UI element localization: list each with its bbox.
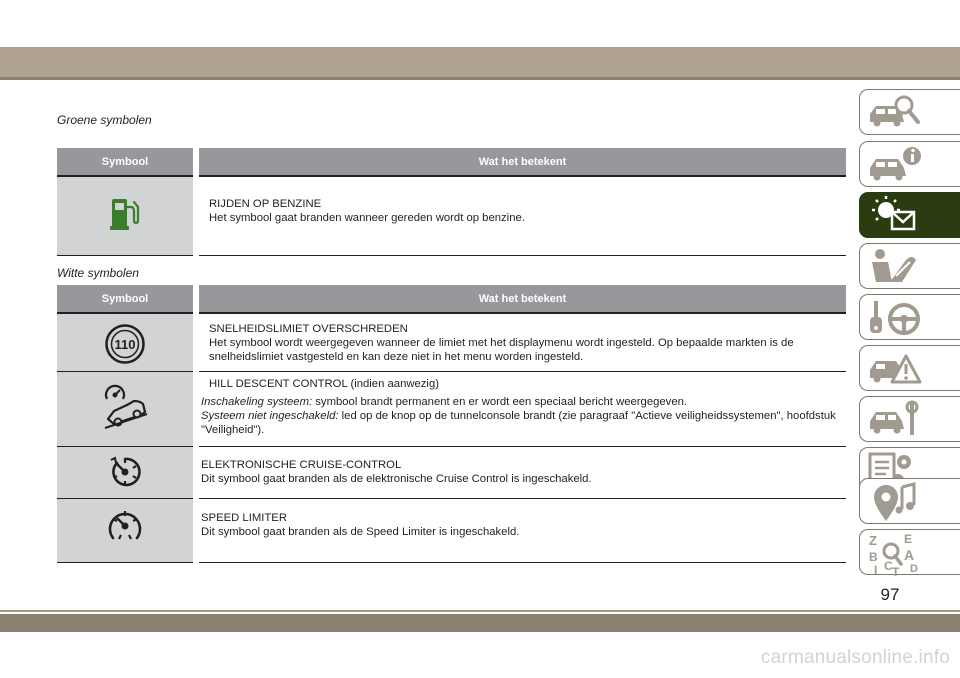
footer-band (0, 614, 960, 632)
row-title: SPEED LIMITER (201, 511, 288, 524)
svg-text:T: T (892, 565, 900, 578)
label-system-active: Inschakeling systeem: (201, 395, 313, 408)
svg-text:E: E (904, 532, 913, 546)
sidebar-tab-start-drive[interactable] (859, 294, 960, 340)
car-search-icon (866, 92, 926, 134)
sidebar-tab-index[interactable] (859, 529, 960, 578)
sidebar-tab-car-info[interactable] (859, 141, 960, 187)
svg-text:D: D (910, 563, 918, 575)
key-steering-wheel-icon (866, 297, 926, 339)
svg-text:I: I (874, 563, 878, 577)
table-row (57, 313, 846, 371)
speed-limit-110-icon (104, 323, 146, 370)
symbol-cell (57, 176, 196, 255)
symbol-cell (57, 313, 196, 371)
watermark: carmanualsonline.info (760, 647, 950, 668)
label-system-inactive: Systeem niet ingeschakeld: (201, 409, 339, 422)
row-title: SNELHEIDSLIMIET OVERSCHREDEN (209, 323, 408, 335)
green-symbols-table (57, 148, 846, 256)
header-symbol: Symbool (57, 148, 196, 176)
table-row (57, 498, 846, 562)
table-header-row (57, 148, 846, 176)
svg-text:B: B (869, 550, 878, 564)
row-description: Het symbool wordt weergegeven wanneer de limiet met het displaymenu wordt ingesteld. Op bepaalde markten is de snelheidslimiet vastgesteld en kan deze niet in het menu worden ingesteld. (209, 337, 794, 363)
svg-text:A: A (904, 547, 915, 563)
cruise-control-icon (108, 455, 142, 494)
warning-light-message-icon (866, 195, 926, 237)
row-description-active (201, 395, 840, 409)
row-description: Dit symbool gaat branden als de Speed Limiter is ingeschakeld. (201, 525, 520, 538)
white-symbols-table (57, 285, 846, 563)
row-title: RIJDEN OP BENZINE (209, 198, 322, 210)
header-meaning: Wat het betekent (196, 285, 846, 313)
text-system-active: symbool brandt permanent en er wordt een speciaal bericht weergegeven. (312, 395, 688, 408)
meaning-cell (196, 176, 846, 255)
multimedia-icon (866, 481, 926, 523)
row-description: Dit symbool gaat branden als de elektronische Cruise Control is ingeschakeld. (201, 472, 592, 485)
white-symbols-heading: Witte symbolen (57, 266, 139, 280)
page-number: 97 (880, 585, 900, 604)
row-description: Het symbool gaat branden wanneer gereden wordt op benzine. (209, 212, 525, 224)
speed-limiter-icon (107, 508, 143, 549)
table-row (57, 371, 846, 446)
meaning-cell (196, 498, 846, 562)
fuel-pump-icon (110, 197, 140, 236)
header-meaning: Wat het betekent (196, 148, 846, 176)
sidebar-tab-warning-lights[interactable] (859, 192, 960, 238)
meaning-cell (196, 313, 846, 371)
meaning-cell (196, 371, 846, 446)
top-header-band (0, 47, 960, 77)
footer-rule (0, 610, 960, 612)
table-row (57, 176, 846, 255)
top-header-rule (0, 77, 960, 80)
row-title: ELEKTRONISCHE CRUISE-CONTROL (201, 458, 402, 471)
row-title: HILL DESCENT CONTROL (indien aanwezig) (209, 377, 439, 390)
meaning-cell (196, 446, 846, 498)
seat-safety-icon (866, 246, 926, 288)
sidebar-tab-emergency[interactable] (859, 345, 960, 391)
header-symbol: Symbool (57, 285, 196, 313)
sidebar-tab-car-search[interactable] (859, 89, 960, 135)
sidebar-tab-multimedia[interactable] (859, 478, 960, 524)
table-header-row (57, 285, 846, 313)
table-row (57, 446, 846, 498)
car-info-icon (866, 144, 926, 186)
hill-descent-icon (101, 384, 149, 435)
row-description-inactive (201, 409, 840, 437)
symbol-cell (57, 371, 196, 446)
svg-text:C: C (884, 559, 893, 573)
symbol-cell (57, 498, 196, 562)
sidebar-tab-safety[interactable] (859, 243, 960, 289)
sidebar-tab-maintenance[interactable] (859, 396, 960, 442)
green-symbols-heading: Groene symbolen (57, 113, 152, 127)
car-service-icon (866, 399, 926, 441)
car-warning-icon (866, 348, 926, 390)
alphabetical-index-icon (866, 532, 926, 578)
svg-text:Z: Z (869, 533, 877, 548)
text-system-inactive: led op de knop op de tunnelconsole brandt (zie paragraaf "Actieve veiligheidssystemen", hoofdstuk "Veiligheid"). (201, 409, 836, 436)
symbol-cell (57, 446, 196, 498)
speed-limit-value: 110 (114, 337, 136, 352)
